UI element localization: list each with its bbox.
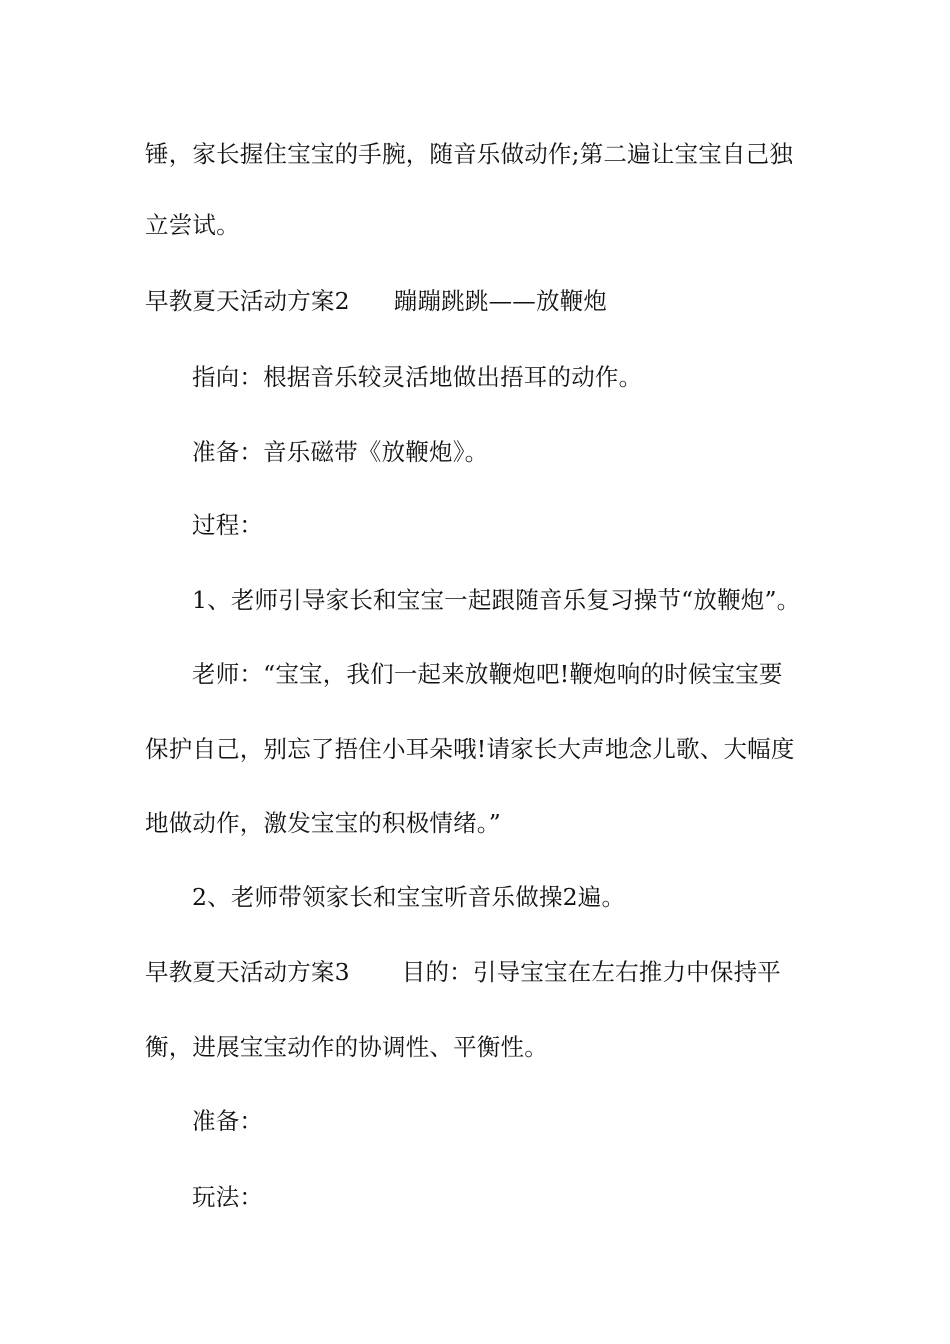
paragraph-line [192,510,263,540]
paragraph-line [192,1106,263,1136]
heading-body: 目的：引导宝宝在左右推力中保持平 [401,958,781,986]
line-text: 地做动作，激发宝宝的积极情绪。” [145,809,501,837]
paragraph-line [192,882,625,912]
line-text: 立尝试。 [145,211,240,239]
heading-title: 早教夏天活动方案3 [145,958,350,986]
line-text: 衡，进展宝宝动作的协调性、平衡性。 [145,1033,548,1061]
line-text: 准备： [192,1107,264,1135]
line-text: 准备：音乐磁带《放鞭炮》。 [192,438,489,466]
paragraph-line [145,210,240,240]
paragraph-line [145,734,795,764]
line-text: 1、老师引导家长和宝宝一起跟随音乐复习操节“放鞭炮”。 [192,586,801,614]
section-heading [145,286,607,316]
paragraph-line [145,139,793,169]
paragraph-line [145,808,501,838]
heading-subtitle: 蹦蹦跳跳——放鞭炮 [393,287,608,315]
line-text: 保护自己，别忘了捂住小耳朵哦!请家长大声地念儿歌、大幅度 [145,735,795,763]
section-heading [145,957,781,987]
line-text: 玩法： [192,1183,264,1211]
line-text: 2、老师带领家长和宝宝听音乐做操2遍。 [192,883,626,911]
paragraph-line [192,362,642,392]
paragraph-line [145,1032,548,1062]
paragraph-line [192,659,783,689]
paragraph-line [192,585,800,615]
heading-title: 早教夏天活动方案2 [145,287,350,315]
paragraph-line [192,1182,263,1212]
line-text: 老师：“宝宝，我们一起来放鞭炮吧!鞭炮响的时候宝宝要 [192,660,783,688]
line-text: 过程： [192,511,264,539]
line-text: 指向：根据音乐较灵活地做出捂耳的动作。 [192,363,643,391]
line-text: 锤，家长握住宝宝的手腕，随音乐做动作;第二遍让宝宝自己独 [145,140,794,168]
paragraph-line [192,437,488,467]
